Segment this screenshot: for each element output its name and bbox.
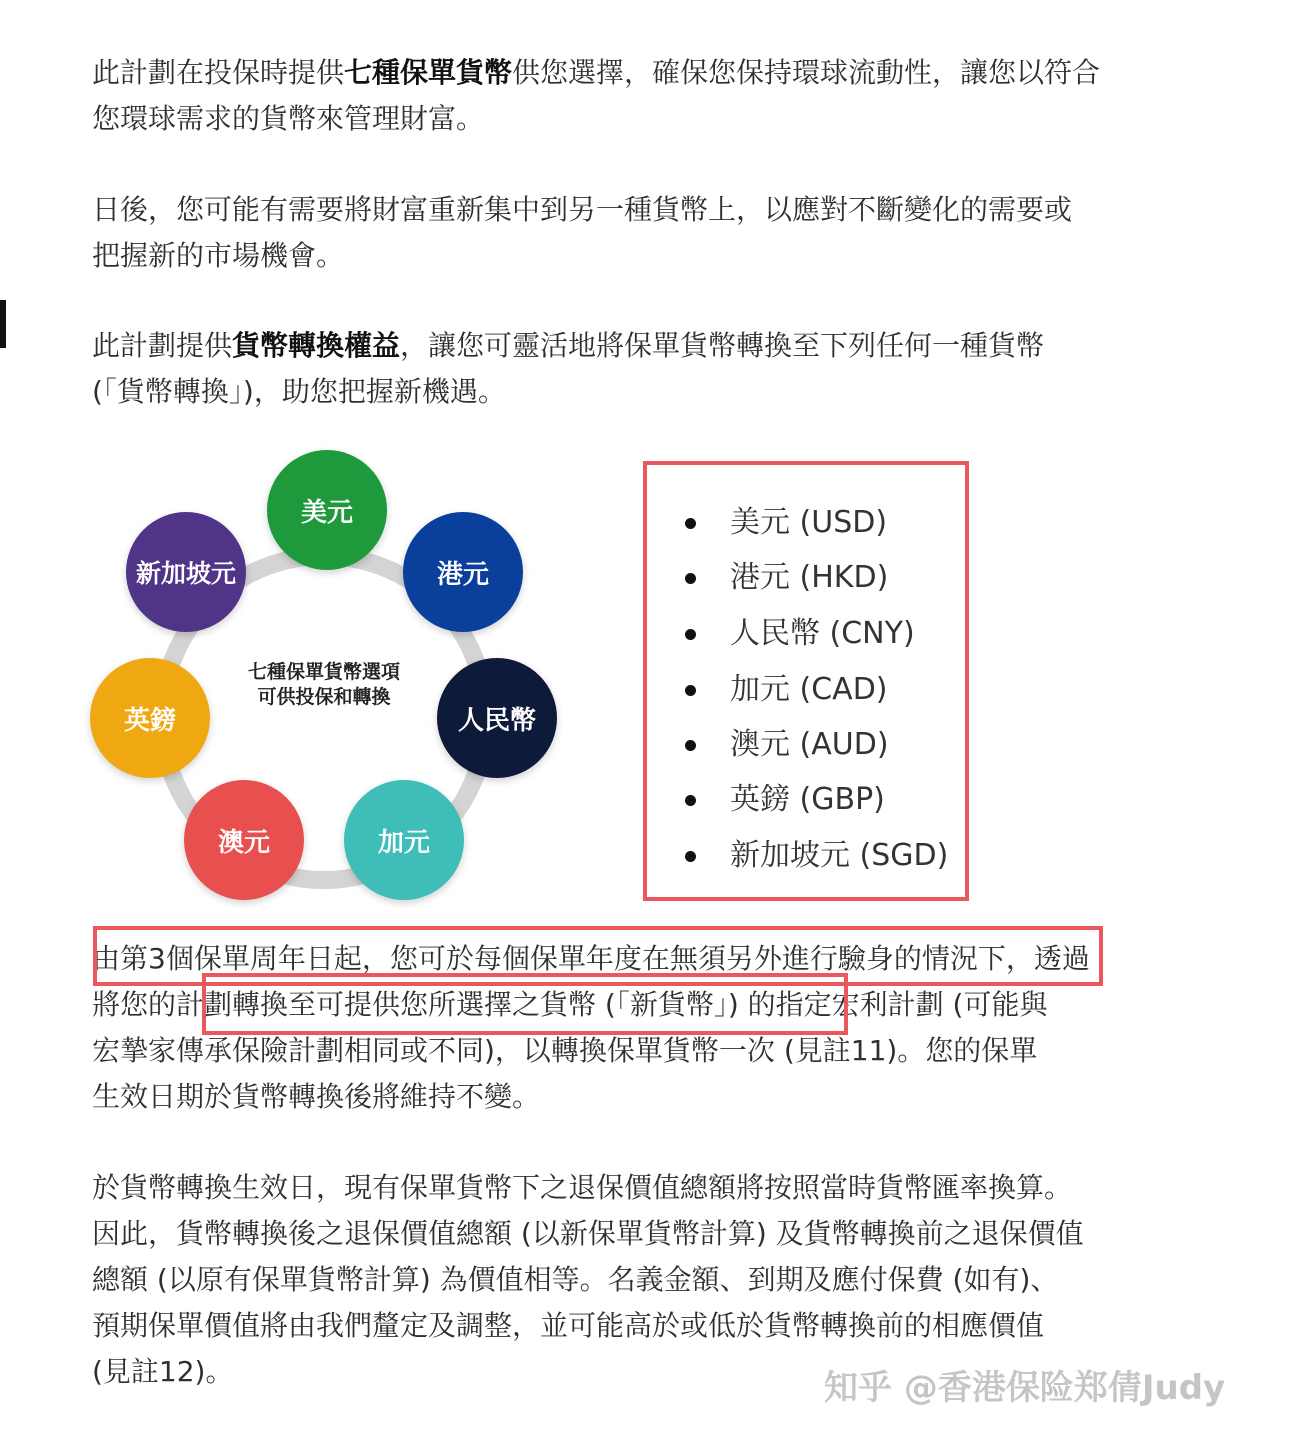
future-text-line1: 日後，您可能有需要將財富重新集中到另一種貨幣上，以應對不斷變化的需要或 — [92, 193, 1073, 226]
bullet-icon — [685, 518, 696, 529]
intro-text-a: 此計劃在投保時提供 — [92, 56, 345, 89]
conversion-paragraph — [92, 323, 1044, 415]
currency-list-box — [643, 461, 969, 901]
intro-text-b: 供您選擇，確保您保持環球流動性，讓您以符合 — [512, 56, 1101, 89]
intro-text-line2: 您環球需求的貨幣來管理財富。 — [92, 102, 485, 135]
conversion-text-b: ，讓您可靈活地將保單貨幣轉換至下列任何一種貨幣 — [400, 329, 1045, 362]
bullet-icon — [685, 851, 696, 862]
terms-text-line3: 宏摯家傳承保險計劃相同或不同)，以轉換保單貨幣一次 (見註11)。您的保單 — [92, 1034, 1038, 1067]
conversion-text-line2: (「貨幣轉換」)，助您把握新機遇。 — [92, 375, 506, 408]
valuation-text-line2: 因此，貨幣轉換後之退保價值總額 (以新保單貨幣計算) 及貨幣轉換前之退保價值 — [92, 1217, 1084, 1250]
node-gbp: 英鎊 — [90, 658, 210, 778]
valuation-text-line5: (見註12)。 — [92, 1355, 234, 1388]
list-item: 英鎊 (GBP) — [685, 780, 885, 820]
wheel-center-caption — [214, 660, 434, 710]
terms-text-line2: 將您的計劃轉換至可提供您所選擇之貨幣 (「新貨幣」) 的指定宏利計劃 (可能與 — [92, 988, 1048, 1021]
highlight-box-line2 — [202, 973, 848, 1035]
list-item: 美元 (USD) — [685, 503, 887, 543]
valuation-text-line3: 總額 (以原有保單貨幣計算) 為價值相等。名義金額、到期及應付保費 (如有)、 — [92, 1263, 1059, 1296]
node-usd: 美元 — [267, 450, 387, 570]
bullet-icon — [685, 685, 696, 696]
list-item: 澳元 (AUD) — [685, 725, 889, 765]
list-item: 新加坡元 (SGD) — [685, 836, 948, 876]
bullet-icon — [685, 629, 696, 640]
bullet-icon — [685, 573, 696, 584]
watermark: 知乎 @香港保险郑倩Judy — [824, 1368, 1226, 1408]
node-hkd: 港元 — [403, 512, 523, 632]
center-caption-line1: 七種保單貨幣選項 — [247, 661, 400, 683]
future-paragraph — [92, 187, 1072, 279]
valuation-text-line4: 預期保單價值將由我們釐定及調整，並可能高於或低於貨幣轉換前的相應價值 — [92, 1309, 1045, 1342]
bullet-icon — [685, 740, 696, 751]
node-aud: 澳元 — [184, 780, 304, 900]
future-text-line2: 把握新的市場機會。 — [92, 239, 345, 272]
list-item: 港元 (HKD) — [685, 558, 888, 598]
node-cny: 人民幣 — [437, 658, 557, 778]
list-item: 人民幣 (CNY) — [685, 614, 915, 654]
terms-text-line4: 生效日期於貨幣轉換後將維持不變。 — [92, 1080, 541, 1113]
intro-paragraph — [92, 50, 1100, 142]
intro-emphasis: 七種保單貨幣 — [344, 56, 513, 89]
left-edge-fragment — [0, 300, 6, 348]
bullet-icon — [685, 795, 696, 806]
list-item: 加元 (CAD) — [685, 670, 888, 710]
center-caption-line2: 可供投保和轉換 — [257, 686, 391, 708]
conversion-text-a: 此計劃提供 — [92, 329, 233, 362]
terms-text-line1: 由第3個保單周年日起，您可於每個保單年度在無須另外進行驗身的情況下，透過 — [92, 942, 1090, 975]
node-cad: 加元 — [344, 780, 464, 900]
node-sgd: 新加坡元 — [126, 512, 246, 632]
conversion-emphasis: 貨幣轉換權益 — [232, 329, 401, 362]
valuation-text-line1: 於貨幣轉換生效日，現有保單貨幣下之退保價值總額將按照當時貨幣匯率換算。 — [92, 1171, 1073, 1204]
